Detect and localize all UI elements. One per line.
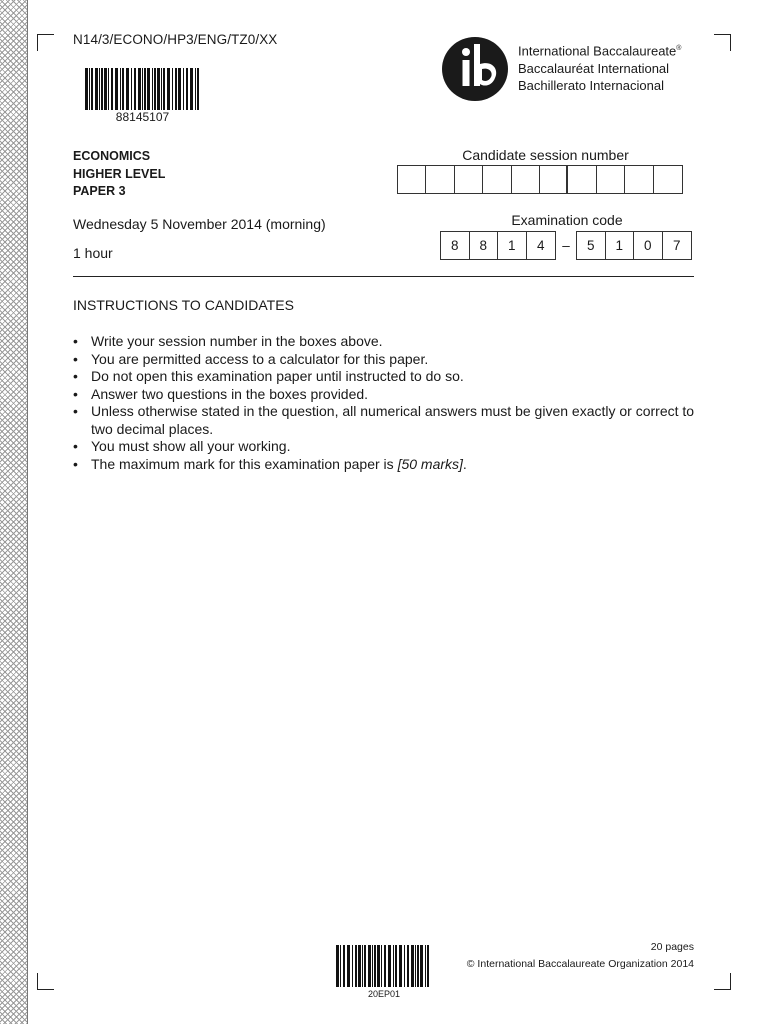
registered-mark: ® — [676, 45, 682, 52]
candidate-session-boxes — [397, 165, 683, 194]
instruction-item: • You must show all your working. — [73, 438, 291, 454]
exam-code-right-group — [576, 231, 692, 260]
subject-name: ECONOMICS — [73, 149, 151, 163]
session-box[interactable] — [426, 166, 454, 193]
instruction-item: • You are permitted access to a calculator for this paper. — [73, 350, 429, 367]
exam-code-separator: – — [562, 238, 570, 253]
barcode-bottom-icon — [336, 945, 432, 987]
exam-code-digit: 1 — [606, 232, 635, 259]
perforated-edge — [0, 0, 28, 1024]
instructions-list — [73, 333, 698, 473]
org-name-fr: Baccalauréat International — [518, 60, 670, 76]
session-box[interactable] — [625, 166, 653, 193]
organization-names — [518, 40, 681, 95]
subject-paper: PAPER 3 — [73, 184, 126, 198]
org-name-es: Bachillerato Internacional — [518, 78, 664, 94]
barcode-top-icon — [85, 68, 201, 110]
barcode-top-number: 88145107 — [115, 110, 170, 124]
subject-block — [73, 148, 165, 201]
ib-logo-icon — [441, 36, 509, 102]
exam-code-digit: 4 — [536, 238, 545, 253]
bullet-icon: • — [73, 438, 78, 454]
bullet-icon: • — [73, 385, 78, 402]
exam-code-digit: 8 — [441, 232, 470, 259]
crop-mark-top-right — [714, 34, 731, 51]
session-box[interactable] — [398, 166, 426, 193]
candidate-session-label: Candidate session number — [462, 147, 629, 163]
org-name-en: International Baccalaureate — [518, 43, 677, 59]
exam-code-digit: 5 — [577, 232, 606, 259]
bullet-icon: • — [73, 368, 78, 384]
examination-code-label: Examination code — [511, 212, 623, 228]
instructions-title: INSTRUCTIONS TO CANDIDATES — [73, 297, 294, 313]
instruction-item: • Answer two questions in the boxes provided. — [73, 385, 369, 402]
crop-mark-top-left — [37, 34, 54, 51]
subject-level: HIGHER LEVEL — [73, 166, 166, 181]
session-box[interactable] — [512, 166, 540, 193]
exam-duration: 1 hour — [73, 245, 113, 261]
exam-date: Wednesday 5 November 2014 (morning) — [73, 216, 326, 232]
exam-code-digit: 8 — [470, 232, 499, 259]
copyright: © International Baccalaureate Organization 2014 — [466, 958, 694, 970]
header-divider — [73, 276, 694, 277]
exam-code-digit: 1 — [498, 232, 527, 259]
instruction-item: • The maximum mark for this examination paper is [50 marks]. — [73, 455, 467, 472]
session-box[interactable] — [455, 166, 483, 193]
exam-code-digit: 7 — [672, 238, 681, 253]
session-box[interactable] — [654, 166, 682, 193]
examination-code-boxes — [440, 231, 692, 260]
crop-mark-bottom-right — [714, 973, 731, 990]
bullet-icon: • — [73, 455, 78, 472]
paper-code: N14/3/ECONO/HP3/ENG/TZ0/XX — [73, 32, 278, 47]
bullet-icon: • — [73, 350, 78, 367]
page-count: 20 pages — [650, 941, 694, 953]
instruction-item: • Write your session number in the boxes above. — [73, 333, 383, 349]
session-box[interactable] — [540, 166, 568, 193]
bullet-icon: • — [73, 333, 78, 349]
session-box[interactable] — [483, 166, 511, 193]
crop-mark-bottom-left — [37, 973, 54, 990]
barcode-bottom-number: 20EP01 — [367, 989, 401, 999]
session-box[interactable] — [597, 166, 625, 193]
session-box[interactable] — [568, 166, 596, 193]
instruction-item: • Do not open this examination paper until instructed to do so. — [73, 368, 464, 384]
exam-code-digit: 0 — [634, 232, 663, 259]
max-marks: [50 marks] — [397, 455, 463, 472]
bullet-icon: • — [73, 403, 78, 419]
exam-code-left-group — [440, 231, 556, 260]
instruction-item: • Unless otherwise stated in the question, all numerical answers must be given exactly or correct to two decimal places. — [73, 403, 695, 437]
